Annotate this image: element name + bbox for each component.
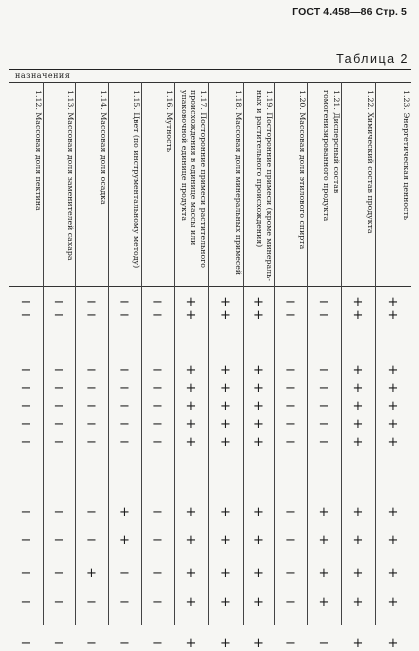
table-cell-mark: − [318,363,330,378]
table-cell-mark: − [119,435,130,450]
column-header [174,90,208,286]
table-cell-mark: − [285,505,296,520]
table-cell-mark: − [53,595,65,610]
table-cell-mark: − [86,417,97,432]
table-cell-mark: − [20,505,32,520]
table-cell-mark: + [185,533,197,548]
table-cell-mark: − [53,636,65,651]
table-cell-mark: − [53,308,65,323]
table-cell-mark: − [152,595,163,610]
table-cell-mark: + [185,363,197,378]
table-cell-mark: − [119,308,130,323]
table-cell-mark: − [318,417,330,432]
table-cell-mark: + [185,417,197,432]
table-cell-mark: − [119,417,130,432]
table-cell-mark: + [253,566,264,581]
table-cell-mark: − [119,399,130,414]
table-cell-mark: − [152,636,163,651]
table-cell-mark: + [387,435,399,450]
table-cell-mark: − [86,505,97,520]
table-cell-mark: + [86,566,97,581]
table-cell-mark: − [20,381,32,396]
table-cell-mark: + [387,295,399,310]
table-cell-mark: − [119,295,130,310]
table-cell-mark: − [285,595,296,610]
table-cell-mark: + [352,566,364,581]
table-cell-mark: − [152,381,163,396]
table-cell-mark: + [253,505,264,520]
column-header-label: 1.19. Посторонние примеси (кроме минеральных и растительного происхождения) [255,90,274,281]
table-cell-mark: + [220,381,231,396]
table-cell-mark: − [53,417,65,432]
table-cell-mark: − [20,595,32,610]
table-cell-mark: + [352,435,364,450]
table-cell-mark: + [387,381,399,396]
column-header-label: 1.14. Массовая доля осадка [99,90,108,205]
table-cell-mark: − [119,363,130,378]
column-header-label: 1.23. Энергетическая ценность [402,90,411,220]
table-cell-mark: − [318,381,330,396]
table-cell-mark: − [20,308,32,323]
table-cell-mark: + [352,363,364,378]
column-header [43,90,75,286]
column-header [243,90,274,286]
table-title: Таблица 2 [336,52,409,66]
table-cell-mark: + [387,417,399,432]
table-cell-mark: + [253,308,264,323]
table-cell-mark: + [253,363,264,378]
column-header-label: 1.13. Массовая доля заменителей сахара [66,90,75,261]
column-header [108,90,141,286]
table-cell-mark: − [285,435,296,450]
table-cell-mark: + [185,399,197,414]
table-cell-mark: − [285,381,296,396]
column-header-label: 1.15. Цвет (по инструментальному методу) [132,90,141,269]
table-cell-mark: + [352,595,364,610]
table-cell-mark: − [285,308,296,323]
table-cell-mark: + [352,505,364,520]
column-header-label: 1.20. Массовая доля этилового спирта [298,90,307,250]
table-cell-mark: − [152,363,163,378]
table-cell-mark: + [220,533,231,548]
table-cell-mark: − [152,566,163,581]
table-cell-mark: + [220,417,231,432]
table-cell-mark: + [387,308,399,323]
column-header [341,90,375,286]
table-cell-mark: − [152,399,163,414]
table-cell-mark: − [152,533,163,548]
table-cell-mark: + [185,435,197,450]
table-cell-mark: + [387,566,399,581]
table-grid [9,70,411,651]
table-cell-mark: − [318,295,330,310]
table-cell-mark: + [352,636,364,651]
table-cell-mark: + [220,399,231,414]
table-cell-mark: + [387,533,399,548]
table-cell-mark: + [185,566,197,581]
table-cell-mark: + [352,295,364,310]
table-cell-mark: − [152,308,163,323]
table-cell-mark: − [152,435,163,450]
table-cell-mark: − [152,295,163,310]
table-cell-mark: + [220,636,231,651]
table-cell-mark: − [53,399,65,414]
table-cell-mark: + [185,295,197,310]
table-cell-mark: + [185,308,197,323]
table-cell-mark: + [318,505,330,520]
table-cell-mark: − [20,533,32,548]
header-label: назначения [15,71,71,80]
table-cell-mark: + [253,381,264,396]
table-cell-mark: + [387,399,399,414]
table-cell-mark: − [86,295,97,310]
column-header-divider [9,286,411,287]
table-cell-mark: − [318,399,330,414]
table-cell-mark: + [387,363,399,378]
table-cell-mark: − [318,308,330,323]
table-cell-mark: − [86,363,97,378]
table-cell-mark: − [86,308,97,323]
column-header-label: 1.17. Посторонние примеси растительного происхождения в единице массы или упаковочной единице продукта [180,90,208,268]
table-cell-mark: + [318,595,330,610]
table-cell-mark: + [253,399,264,414]
table-cell-mark: + [352,417,364,432]
table-cell-mark: + [318,533,330,548]
table-cell-mark: + [253,595,264,610]
column-header [307,90,341,286]
column-header-label: 1.22. Химический состав продукта [366,90,375,234]
column-header [9,90,43,286]
table-cell-mark: + [387,505,399,520]
table-cell-mark: − [86,533,97,548]
table-cell-mark: − [86,636,97,651]
table-cell-mark: + [352,308,364,323]
table-cell-mark: + [352,399,364,414]
table-cell-mark: − [285,399,296,414]
table-cell-mark: + [119,505,130,520]
table-cell-mark: − [53,381,65,396]
table-cell-mark: − [318,636,330,651]
table-cell-mark: − [119,566,130,581]
table-cell-mark: − [318,435,330,450]
table-cell-mark: − [20,399,32,414]
table-cell-mark: − [20,566,32,581]
table-cell-mark: − [285,417,296,432]
table-cell-mark: + [253,295,264,310]
table-cell-mark: + [220,505,231,520]
table-cell-mark: − [53,533,65,548]
table-cell-mark: + [253,533,264,548]
table-cell-mark: + [387,636,399,651]
table-cell-mark: − [152,417,163,432]
header-divider [9,82,411,83]
table-cell-mark: − [119,595,130,610]
table-cell-mark: − [53,295,65,310]
table-cell-mark: − [53,505,65,520]
table-cell-mark: − [285,295,296,310]
table-cell-mark: + [352,381,364,396]
table-cell-mark: − [20,417,32,432]
page-header: ГОСТ 4.458—86 Стр. 5 [292,6,407,18]
table [9,69,411,651]
table-cell-mark: − [53,566,65,581]
table-cell-mark: − [285,636,296,651]
table-cell-mark: + [220,435,231,450]
table-cell-mark: + [253,636,264,651]
table-cell-mark: + [220,363,231,378]
column-header [75,90,108,286]
column-header-label: 1.18. Массовая доля минеральных примесей [234,90,243,276]
table-cell-mark: − [86,595,97,610]
table-cell-mark: − [285,363,296,378]
table-cell-mark: + [119,533,130,548]
table-cell-mark: + [253,435,264,450]
table-cell-mark: − [86,399,97,414]
table-cell-mark: + [185,505,197,520]
table-cell-mark: + [352,533,364,548]
column-header [208,90,243,286]
table-cell-mark: − [53,363,65,378]
table-cell-mark: − [285,566,296,581]
table-cell-mark: + [185,381,197,396]
table-cell-mark: + [220,595,231,610]
table-cell-mark: + [220,308,231,323]
table-cell-mark: + [318,566,330,581]
table-cell-mark: − [20,363,32,378]
table-cell-mark: − [152,505,163,520]
column-header [274,90,307,286]
table-cell-mark: + [220,566,231,581]
table-cell-mark: + [253,417,264,432]
table-cell-mark: − [20,435,32,450]
column-header [141,90,174,286]
table-cell-mark: − [20,295,32,310]
column-header [375,90,411,286]
table-cell-mark: − [86,381,97,396]
table-cell-mark: + [185,595,197,610]
table-cell-mark: − [119,381,130,396]
table-cell-mark: − [53,435,65,450]
column-header-label: 1.12. Массовая доля пектина [34,90,43,211]
table-cell-mark: − [285,533,296,548]
table-cell-mark: − [20,636,32,651]
table-cell-mark: − [119,636,130,651]
table-cell-mark: + [185,636,197,651]
table-cell-mark: + [220,295,231,310]
column-header-label: 1.16. Мутность [165,90,174,153]
table-cell-mark: + [387,595,399,610]
column-header-label: 1.21. Дисперсный состав гомогенизированного продукта [322,90,341,222]
table-cell-mark: − [86,435,97,450]
